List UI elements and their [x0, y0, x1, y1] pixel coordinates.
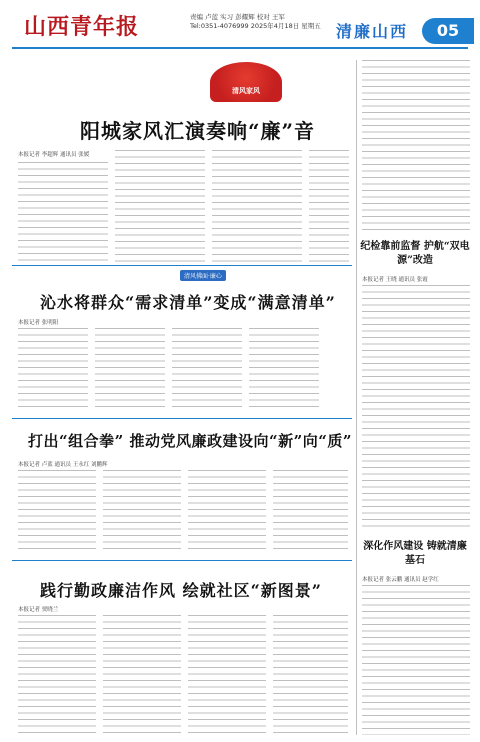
sidebar-1-byline: 本报记者 王晓 通讯员 张霞 — [362, 277, 428, 283]
sidebar-1-headline: 纪检靠前监督 护航“双电源”改造 — [360, 241, 470, 266]
page-header — [0, 0, 480, 48]
masthead-logo: 山西青年报 — [24, 14, 140, 40]
sidebar-2-byline: 本报记者 张云鹏 通讯员 赵学红 — [362, 577, 439, 583]
article-1-byline: 本报记者 李超辉 通讯员 张媛 — [18, 152, 90, 158]
article-2-section-tag: 清风拂面·廉心 — [180, 270, 226, 281]
article-1-text-col-4 — [309, 150, 349, 262]
section-banner: 清廉山西 — [336, 22, 409, 41]
header-meta-line1: 责编 卢蓝 实习 彭耀辉 校对 王军 — [190, 13, 285, 21]
article-1-text-col-2 — [115, 150, 205, 262]
article-4-byline: 本报记者 贾晓兰 — [18, 607, 59, 613]
article-3-byline: 本报记者 卢蓝 通讯员 王永红 刘鹏辉 — [18, 462, 108, 468]
sidebar-1-text — [362, 285, 470, 530]
article-2-byline: 本报记者 张明阳 — [18, 320, 59, 326]
sidebar-text-top — [362, 60, 470, 230]
header-meta-line2: Tel:0351-4076999 2025年4月18日 星期五 — [190, 22, 321, 30]
divider-2 — [12, 418, 352, 419]
article-3-text-col-1 — [18, 470, 96, 550]
article-4-text-col-4 — [273, 615, 348, 735]
sidebar-2-headline: 深化作风建设 铸就清廉基石 — [363, 541, 467, 566]
top-section-tag: 清风家风 — [210, 62, 282, 102]
article-2-text-col-1 — [18, 328, 88, 408]
page-number: 05 — [422, 18, 474, 44]
article-1-headline: 阳城家风汇演奏响“廉”音 — [80, 119, 316, 143]
article-3-text-col-3 — [188, 470, 266, 550]
article-4-text-col-1 — [18, 615, 96, 735]
divider-3 — [12, 560, 352, 561]
article-3-text-col-2 — [103, 470, 181, 550]
article-3-text-col-4 — [273, 470, 348, 550]
article-3-headline: 打出“组合拳” 推动党风廉政建设向“新”向“质” — [28, 432, 352, 450]
article-1-text-col-1 — [18, 162, 108, 262]
article-4-headline: 践行勤政廉洁作风 绘就社区“新图景” — [40, 581, 322, 600]
header-rule — [12, 47, 468, 49]
sidebar-divider — [356, 60, 357, 735]
article-2-headline: 沁水将群众“需求清单”变成“满意清单” — [40, 293, 336, 312]
article-2-text-col-2 — [95, 328, 165, 408]
article-2-text-col-4 — [249, 328, 319, 408]
article-1-text-col-3 — [212, 150, 302, 262]
divider-1 — [12, 265, 352, 266]
header-meta — [190, 13, 321, 31]
article-4-text-col-3 — [188, 615, 266, 735]
sidebar-2-text — [362, 585, 470, 735]
article-4-text-col-2 — [103, 615, 181, 735]
article-2-text-col-3 — [172, 328, 242, 408]
